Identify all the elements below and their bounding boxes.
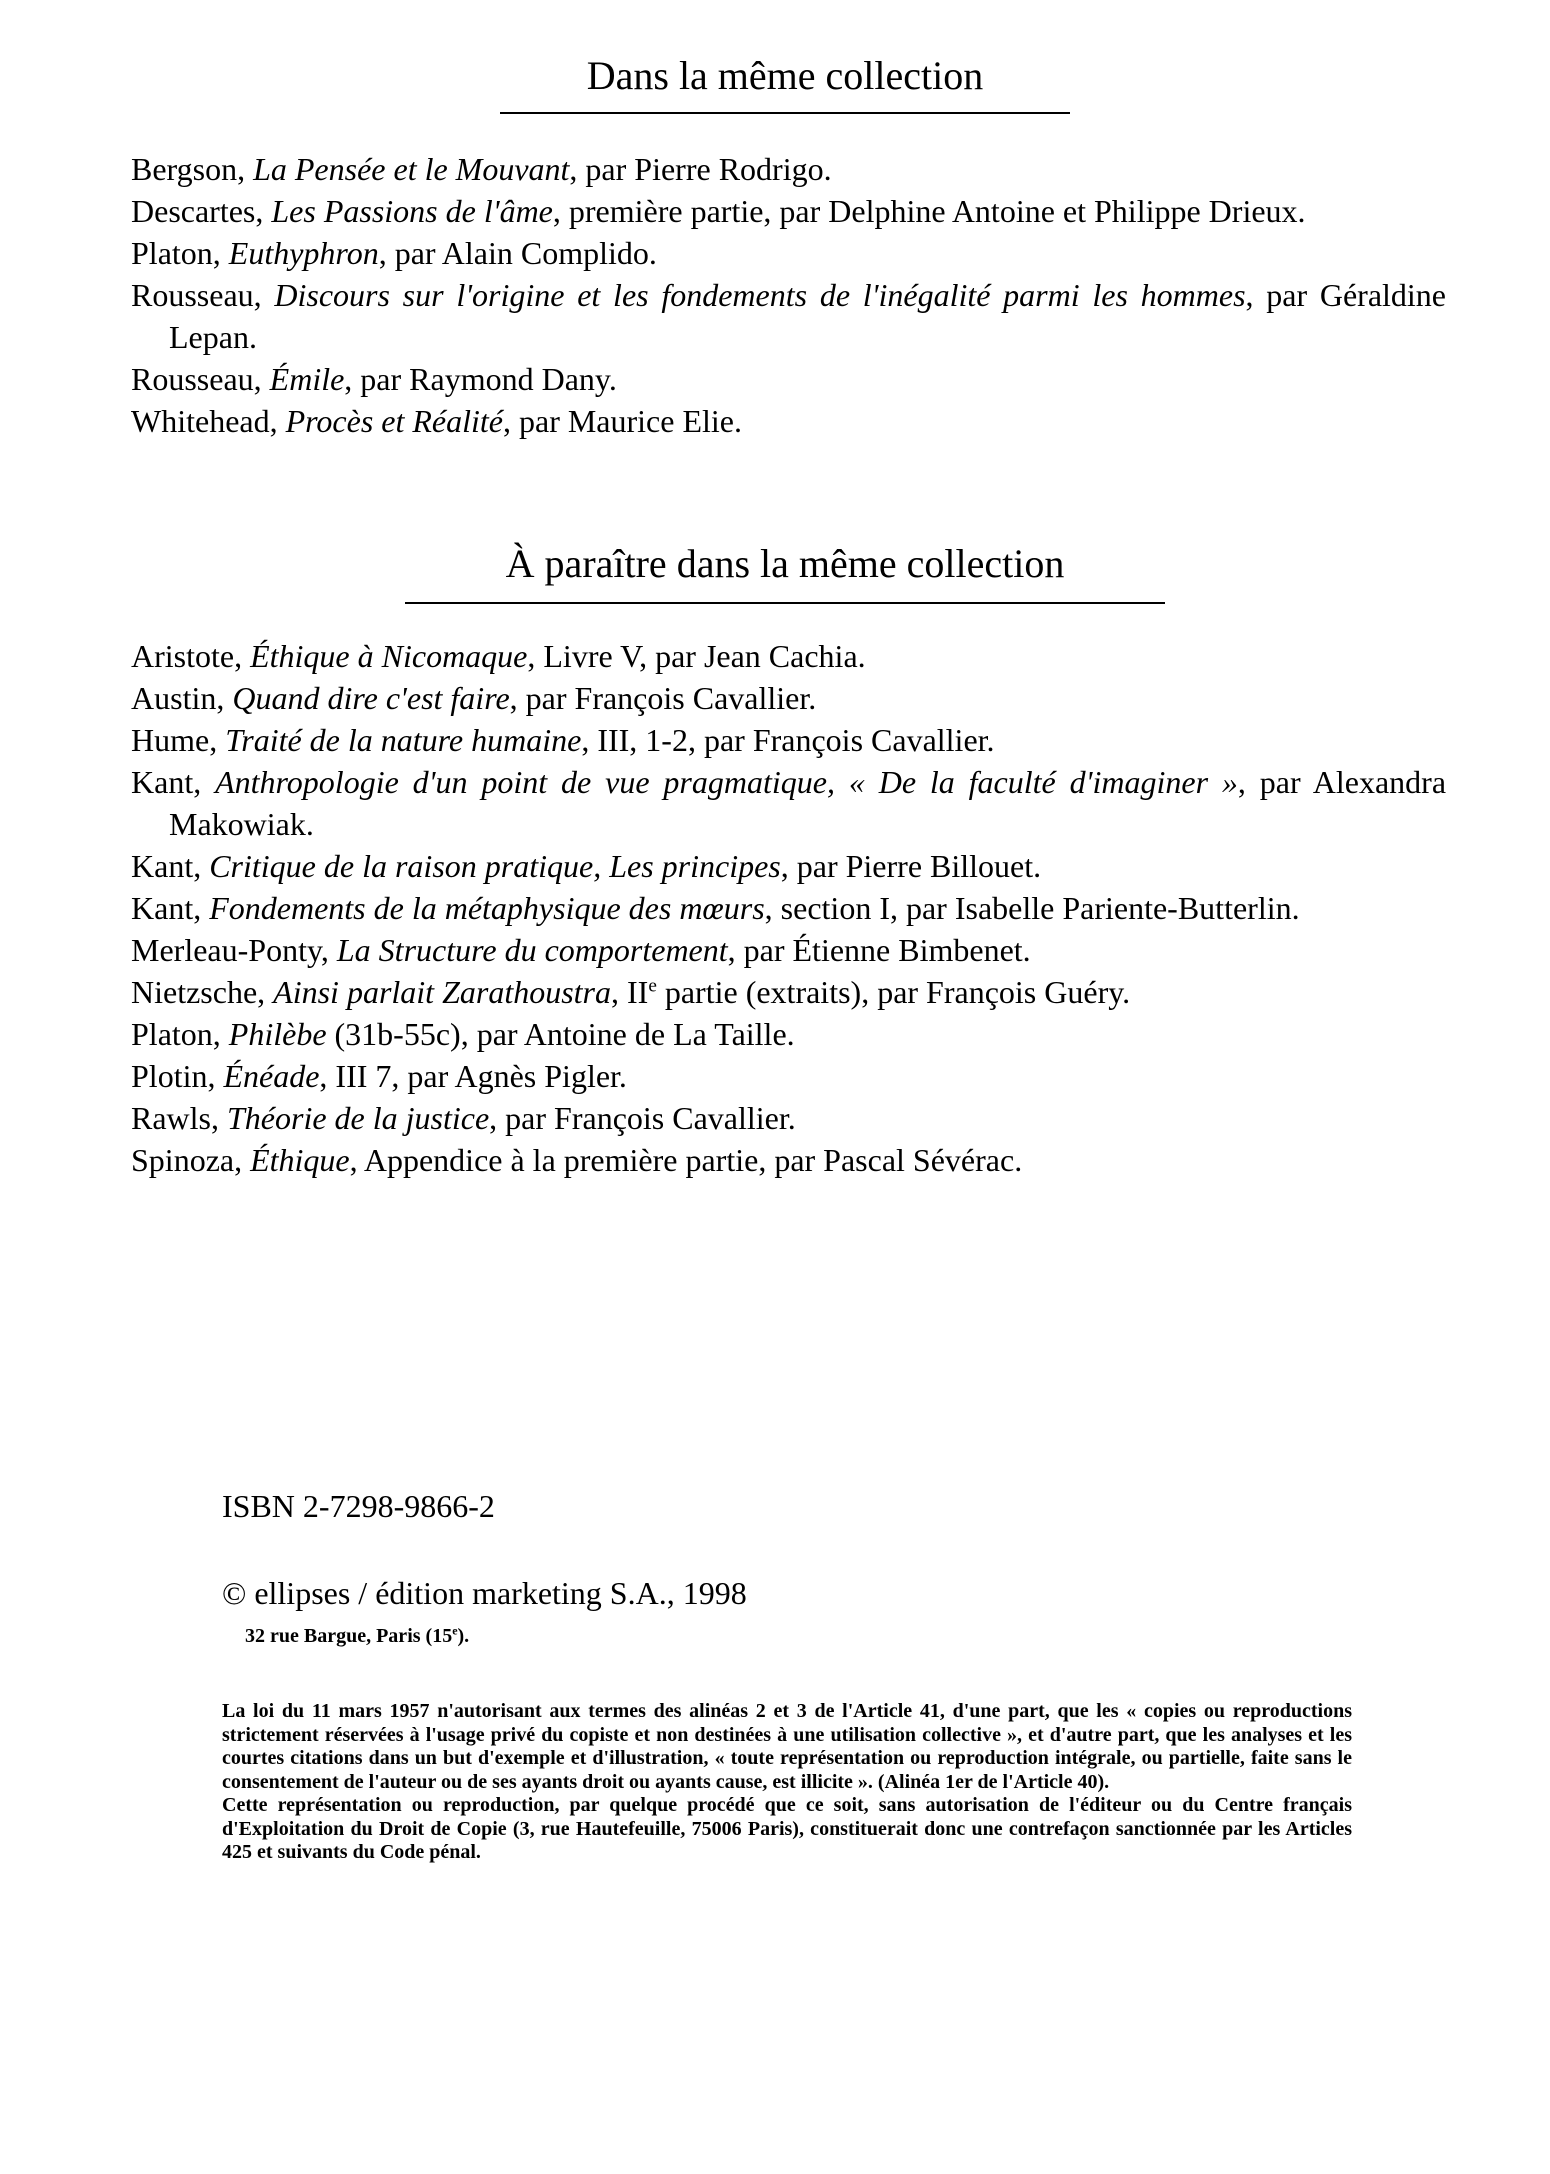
entry-details: , III, 1-2, par François Cavallier.	[581, 722, 995, 758]
entry-author: Descartes,	[131, 193, 264, 229]
bibliography-entry	[131, 929, 1446, 971]
entry-author: Austin,	[131, 680, 225, 716]
entry-title: Quand dire c'est faire	[232, 680, 510, 716]
entry-title: Philèbe	[228, 1016, 327, 1052]
bibliography-entry	[131, 971, 1446, 1013]
address-end: ).	[457, 1625, 470, 1647]
entry-details: , par Étienne Bimbenet.	[727, 932, 1031, 968]
forthcoming-heading-text: À paraître dans la même collection	[505, 541, 1065, 586]
entry-title: Éthique à Nicomaque	[250, 638, 528, 674]
entry-author: Kant,	[131, 890, 202, 926]
bibliography-entry	[131, 190, 1446, 232]
forthcoming-list	[131, 635, 1446, 1181]
bibliography-entry	[131, 232, 1446, 274]
entry-author: Bergson,	[131, 151, 246, 187]
entry-title: La Structure du comportement	[336, 932, 728, 968]
entry-title: La Pensée et le Mouvant	[253, 151, 570, 187]
bibliography-entry	[131, 1097, 1446, 1139]
bibliography-entry	[131, 1139, 1446, 1181]
entry-details: , section I, par Isabelle Pariente-Butterlin.	[764, 890, 1300, 926]
entry-title: Ainsi parlait Zarathoustra	[273, 974, 611, 1010]
entry-details: , II	[611, 974, 649, 1010]
copyright-line: © ellipses / édition marketing S.A., 1998	[222, 1575, 747, 1611]
entry-title: Théorie de la justice	[227, 1100, 490, 1136]
entry-title: Euthyphron	[228, 235, 379, 271]
entry-details: , Livre V, par Jean Cachia.	[527, 638, 866, 674]
entry-details: , par Pierre Billouet.	[780, 848, 1042, 884]
entry-title: Émile	[269, 361, 345, 397]
entry-author: Rousseau,	[131, 277, 262, 313]
bibliography-entry	[131, 1013, 1446, 1055]
bibliography-entry	[131, 677, 1446, 719]
entry-details: , par Pierre Rodrigo.	[569, 151, 832, 187]
publisher-address	[245, 1625, 469, 1648]
bibliography-entry	[131, 1055, 1446, 1097]
collection-heading-text: Dans la même collection	[586, 53, 984, 98]
entry-details-cont: partie (extraits), par François Guéry.	[656, 974, 1131, 1010]
address-superscript: e	[452, 1623, 458, 1638]
entry-details: , par François Cavallier.	[509, 680, 817, 716]
bibliography-entry	[131, 719, 1446, 761]
entry-title: Critique de la raison pratique, Les principes	[209, 848, 781, 884]
entry-author: Platon,	[131, 235, 221, 271]
address-text: 32 rue Bargue, Paris (15	[245, 1625, 453, 1647]
isbn: ISBN 2-7298-9866-2	[222, 1488, 495, 1524]
entry-details: , par Alain Complido.	[378, 235, 657, 271]
entry-author: Plotin,	[131, 1058, 216, 1094]
bibliography-entry	[131, 358, 1446, 400]
heading-underline	[405, 602, 1165, 604]
entry-author: Whitehead,	[131, 403, 278, 439]
collection-list	[131, 148, 1446, 442]
entry-title: Fondements de la métaphysique des mœurs	[209, 890, 765, 926]
legal-paragraph: Cette représentation ou reproduction, par quelque procédé que ce soit, sans autorisation de l'éditeur ou du Centre français d'Exploitation du Droit de Copie (3, rue Hautefeuille, 75006 Paris), constituerait donc une contrefaçon sanctionnée par les Articles 425 et suivants du Code pénal.	[222, 1794, 1352, 1863]
entry-details: , par Maurice Elie.	[502, 403, 742, 439]
entry-title: Éthique	[250, 1142, 350, 1178]
forthcoming-heading	[405, 540, 1165, 604]
entry-details: , Appendice à la première partie, par Pascal Sévérac.	[349, 1142, 1023, 1178]
entry-author: Platon,	[131, 1016, 221, 1052]
entry-author: Rawls,	[131, 1100, 219, 1136]
entry-title: Les Passions de l'âme	[271, 193, 553, 229]
entry-details: , première partie, par Delphine Antoine et Philippe Drieux.	[552, 193, 1306, 229]
bibliography-entry	[131, 148, 1446, 190]
legal-notice	[222, 1700, 1352, 1865]
entry-author: Aristote,	[131, 638, 243, 674]
entry-details: , par Géraldine Lepan.	[169, 277, 1447, 355]
entry-details: , III 7, par Agnès Pigler.	[319, 1058, 627, 1094]
bibliography-entry	[131, 761, 1446, 845]
entry-details: , par Raymond Dany.	[344, 361, 617, 397]
entry-author: Spinoza,	[131, 1142, 243, 1178]
entry-details: , par François Cavallier.	[489, 1100, 796, 1136]
entry-author: Hume,	[131, 722, 218, 758]
bibliography-entry	[131, 635, 1446, 677]
entry-author: Rousseau,	[131, 361, 262, 397]
bibliography-entry	[131, 400, 1446, 442]
bibliography-entry	[131, 845, 1446, 887]
entry-author: Kant,	[131, 764, 202, 800]
entry-author: Nietzsche,	[131, 974, 266, 1010]
bibliography-entry	[131, 887, 1446, 929]
entry-author: Kant,	[131, 848, 202, 884]
collection-heading	[500, 52, 1070, 114]
entry-title: Énéade	[223, 1058, 320, 1094]
entry-superscript: e	[648, 975, 657, 997]
entry-title: Procès et Réalité	[285, 403, 503, 439]
entry-title: Discours sur l'origine et les fondements de l'inégalité parmi les hommes	[274, 277, 1246, 313]
entry-title: Anthropologie d'un point de vue pragmatique, « De la faculté d'imaginer »	[215, 764, 1238, 800]
entry-details: , par Alexandra Makowiak.	[169, 764, 1447, 842]
bibliography-entry	[131, 274, 1446, 358]
entry-title: Traité de la nature humaine	[225, 722, 582, 758]
entry-details: (31b-55c), par Antoine de La Taille.	[326, 1016, 795, 1052]
legal-paragraph: La loi du 11 mars 1957 n'autorisant aux termes des alinéas 2 et 3 de l'Article 41, d'une part, que les « copies ou reproductions strictement réservées à l'usage privé du copiste et non destinées à une utilisation collective », et d'autre part, que les analyses et les courtes citations dans un but d'exemple et d'illustration, « toute représentation ou reproduction intégrale, ou partielle, faite sans le consentement de l'auteur ou de ses ayants droit ou ayants cause, est illicite ». (Alinéa 1er de l'Article 40).	[222, 1700, 1352, 1793]
entry-author: Merleau-Ponty,	[131, 932, 329, 968]
heading-underline	[500, 112, 1070, 114]
